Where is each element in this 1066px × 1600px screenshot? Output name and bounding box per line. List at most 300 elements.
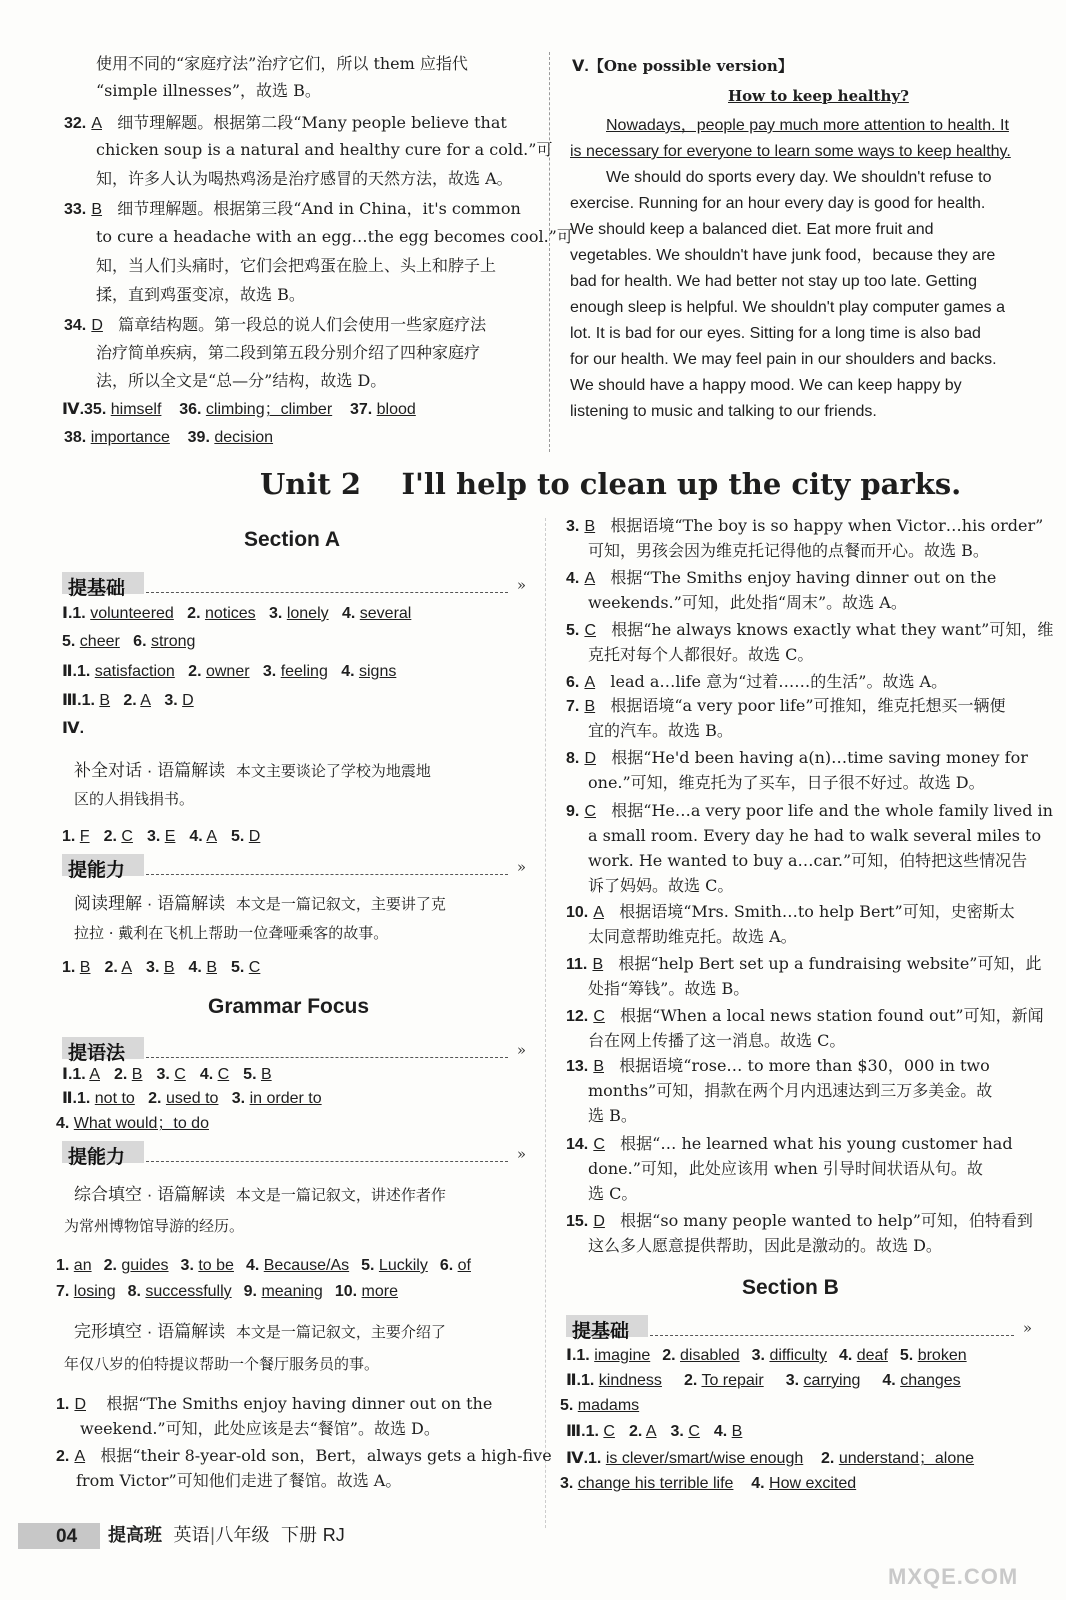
q-number: 2.: [103, 828, 117, 845]
section-b-heading: Section B: [742, 1276, 839, 1299]
bar-label: 提基础: [572, 1321, 630, 1342]
section-a-heading: Section A: [244, 528, 341, 551]
roman-numeral: Ⅰ.: [62, 605, 73, 622]
subject: 英语: [173, 1525, 210, 1545]
q-answer: D: [593, 1213, 605, 1230]
page-number-box: [18, 1523, 100, 1549]
answer: B: [99, 692, 111, 709]
q-answer: C: [593, 1136, 605, 1153]
answer: What would；to do: [73, 1115, 209, 1132]
answer: B: [731, 1423, 743, 1440]
answer: satisfaction: [94, 663, 175, 680]
q-number: 4.: [882, 1372, 896, 1389]
q-number: 2.: [662, 1347, 676, 1364]
q-text: 知，许多人认为喝热鸡汤是治疗感冒的天然方法，故选 A。: [96, 169, 513, 188]
q-text: weekend.”可知，此处应该是去“餐馆”。故选 D。: [80, 1419, 440, 1438]
note-heading: 补全对话 · 语篇解读: [74, 761, 226, 780]
answer-row: [62, 664, 396, 680]
q-number: 10.: [566, 904, 589, 921]
answer: Luckily: [378, 1257, 428, 1274]
answer: D: [182, 692, 194, 709]
answer: to be: [198, 1257, 234, 1274]
q-text: 宜的汽车。故选 B。: [588, 721, 733, 740]
essay-line: lot. It is bad for our eyes. Sitting for a long time is also bad: [570, 325, 981, 342]
answer: B: [79, 959, 91, 976]
chevron-right-icon: »: [516, 1041, 526, 1059]
version-tag: 【One possible version】: [588, 57, 793, 75]
q-answer: B: [91, 201, 103, 218]
q-number: 9.: [566, 803, 580, 820]
answer-row: [62, 693, 194, 709]
q-number: 4.: [566, 570, 580, 587]
explanation-item: [566, 1008, 1044, 1025]
answer: used to: [165, 1090, 219, 1107]
q-number: 3.: [785, 1372, 800, 1389]
essay-body: [570, 116, 1042, 420]
roman-numeral: Ⅲ.: [566, 1423, 586, 1440]
answer: imagine: [594, 1347, 651, 1364]
q-number: 1.: [585, 1423, 599, 1440]
page-number: 04: [56, 1526, 78, 1547]
grammar-focus-heading: Grammar Focus: [208, 995, 370, 1018]
q-text: from Victor”可知他们走进了餐馆。故选 A。: [76, 1471, 402, 1490]
q-number: 5.: [62, 633, 76, 650]
q-text: 治疗简单疾病，第二段到第五段分别介绍了四种家庭疗: [96, 343, 481, 362]
answer-row: [566, 1451, 974, 1467]
answer: not to: [94, 1090, 135, 1107]
q-number: 38.: [64, 429, 87, 446]
q-text: 根据“When a local news station found out”可知，新闻: [620, 1006, 1044, 1025]
note-heading: 完形填空 · 语篇解读: [74, 1322, 226, 1341]
column-divider: [549, 52, 550, 452]
q-text: 根据“help Bert set up a fundraising website”可知，此: [618, 954, 1042, 973]
q-number: 6.: [439, 1257, 454, 1274]
q-text: 法，所以全文是“总—分”结构，故选 D。: [96, 371, 387, 390]
answer: kindness: [598, 1372, 662, 1389]
q-answer: B: [593, 1058, 605, 1075]
q-text: 根据语境“The boy is so happy when Victor…his order”: [610, 516, 1044, 535]
q-text: 根据语境“Mrs. Smith…to help Bert”可知，史密斯太: [619, 902, 1015, 921]
q-number: 3.: [180, 1257, 194, 1274]
unit-title: Unit 2 I'll help to clean up the city parks.: [260, 467, 962, 501]
answer-row: [62, 829, 260, 845]
answer: disabled: [680, 1347, 740, 1364]
q-text: months”可知，捐款在两个月内迅速达到三万多美金。故: [588, 1081, 993, 1100]
chevron-right-icon: »: [516, 1145, 526, 1163]
bar-label: 提能力: [68, 1147, 126, 1168]
q-number: 32.: [64, 115, 87, 132]
q-answer: B: [584, 518, 596, 535]
answer: change his terrible life: [577, 1475, 734, 1492]
q-number: 1.: [72, 1066, 86, 1083]
q-number: 3.: [269, 605, 283, 622]
answer: meaning: [261, 1283, 323, 1300]
answer: himself: [110, 401, 162, 418]
explanation-item: [566, 803, 1053, 820]
q-text: 这么多人愿意提供帮助，因此是激动的。故选 D。: [588, 1236, 942, 1255]
passage-note: [74, 1186, 446, 1204]
q-number: 1.: [81, 692, 95, 709]
answer: decision: [214, 429, 274, 446]
q-number: 6.: [133, 633, 147, 650]
q-number: 3.: [231, 1090, 246, 1107]
q-text: 根据“The Smiths enjoy having dinner out on the: [610, 568, 997, 587]
answer: A: [89, 1066, 100, 1083]
q-text: 细节理解题。根据第二段“Many people believe that: [117, 113, 507, 132]
q-number: 3.: [566, 518, 580, 535]
answer: notices: [204, 605, 256, 622]
essay-line: is necessary for everyone to learn some ways to keep healthy.: [570, 143, 1011, 160]
answer: more: [361, 1283, 398, 1300]
term: 下册: [280, 1525, 317, 1545]
edition: RJ: [322, 1525, 345, 1545]
passage-note: [74, 1323, 446, 1341]
explanation-item: [566, 956, 1042, 973]
answer: B: [131, 1066, 143, 1083]
q-number: 36.: [179, 401, 202, 418]
answer-row: [56, 1258, 471, 1274]
explanation-item: [566, 1213, 1033, 1230]
explanation-item: [566, 750, 1028, 767]
q-text: 揉，直到鸡蛋变凉，故选 B。: [96, 285, 305, 304]
note-text: 区的人捐钱捐书。: [74, 790, 195, 808]
answer-row: [560, 1476, 856, 1492]
q-number: 3.: [164, 692, 178, 709]
q-answer: B: [592, 956, 604, 973]
note-text: 为常州博物馆导游的经历。: [64, 1217, 245, 1235]
q-number: 4.: [56, 1115, 70, 1132]
essay-line: for our health. We may feel pain in our shoulders and backs.: [570, 351, 997, 368]
section-bar-basic: [62, 570, 526, 599]
answer: climbing；climber: [205, 401, 333, 418]
q-number: 3.: [146, 828, 161, 845]
q-number: 3.: [670, 1423, 684, 1440]
q32-line: [64, 115, 507, 132]
answer: B: [163, 959, 175, 976]
q-number: 2.: [104, 959, 118, 976]
q-number: 2.: [821, 1450, 835, 1467]
q-text: weekends.”可知，此处指“周末”。故选 A。: [588, 593, 907, 612]
roman-numeral: Ⅴ.: [572, 58, 589, 75]
q-number: 4.: [189, 828, 203, 845]
q-number: 12.: [566, 1008, 589, 1025]
q-answer: D: [74, 1396, 86, 1413]
roman-numeral: Ⅲ.: [62, 692, 82, 709]
column-divider: [545, 518, 546, 1528]
section-bar-grammar: [62, 1035, 526, 1064]
answer: B: [260, 1066, 272, 1083]
answer-row: [56, 1116, 209, 1132]
q-number: 33.: [64, 201, 87, 218]
cloze-item: [56, 1396, 492, 1413]
q-answer: A: [584, 674, 596, 691]
q-number: 9.: [243, 1283, 257, 1300]
answer-row: [566, 1348, 967, 1364]
q-number: 34.: [64, 317, 87, 334]
essay-line: We should have a happy mood. We can keep happy by: [570, 377, 962, 394]
essay-line: listening to music and talking to our friends.: [570, 403, 877, 420]
q-text: 诉了妈妈。故选 C。: [588, 876, 734, 895]
q-number: 37.: [349, 401, 373, 418]
q-number: 4.: [199, 1066, 214, 1083]
answer: cheer: [79, 633, 120, 650]
q-number: 1.: [72, 605, 86, 622]
explanation-item: [566, 570, 996, 587]
q-number: 4.: [188, 959, 202, 976]
q-number: 1.: [588, 1450, 602, 1467]
answer-row: [56, 1284, 398, 1300]
q-number: 4.: [245, 1257, 260, 1274]
q-number: 5.: [899, 1347, 914, 1364]
q-text: 根据“… he learned what his young customer had: [620, 1134, 1013, 1153]
q-number: 2.: [628, 1423, 643, 1440]
answer: How excited: [769, 1475, 857, 1492]
roman-numeral: Ⅱ.: [62, 663, 77, 680]
q-text: 篇章结构题。第一段总的说人们会使用一些家庭疗法: [118, 315, 487, 334]
q-number: 2.: [113, 1066, 128, 1083]
q-number: 1.: [62, 959, 76, 976]
q-text: chicken soup is a natural and healthy cure for a cold.”可: [96, 140, 553, 159]
text-line: “simple illnesses”，故选 B。: [96, 81, 321, 100]
q-text: lead a…life 意为“过着……的生活”。故选 A。: [610, 672, 948, 691]
grade: 八年级: [215, 1525, 270, 1545]
passage-note: [74, 895, 446, 913]
answer: C: [121, 828, 133, 845]
answer: A: [206, 828, 217, 845]
roman-numeral: Ⅰ.: [62, 1066, 73, 1083]
section-bar-ability: [62, 852, 526, 881]
answer: A: [140, 692, 151, 709]
q-answer: A: [91, 115, 103, 132]
answer: strong: [150, 633, 196, 650]
q-number: 10.: [334, 1283, 358, 1300]
answer: understand；alone: [838, 1450, 975, 1467]
q-text: 处指“筹钱”。故选 B。: [588, 979, 750, 998]
answer: volunteered: [90, 605, 174, 622]
answer-row: [566, 1424, 742, 1440]
answer-row: [560, 1398, 639, 1414]
note-text: 拉拉 · 戴利在飞机上帮助一位聋哑乘客的故事。: [74, 924, 389, 942]
answers-row-iv: [62, 402, 416, 418]
answer: importance: [90, 429, 170, 446]
bar-label: 提能力: [68, 860, 126, 881]
essay-line: exercise. Running for an hour every day is good for health.: [570, 195, 986, 212]
q-number: 3.: [262, 663, 277, 680]
text-line: 使用不同的“家庭疗法”治疗它们，所以 them 应指代: [96, 54, 468, 73]
passage-note: [74, 762, 431, 780]
roman-numeral: Ⅰ.: [566, 1347, 577, 1364]
q-number: 1.: [56, 1257, 70, 1274]
q-number: 5.: [566, 622, 580, 639]
answer: C: [217, 1066, 230, 1083]
q-text: one.”可知，维克托为了买车，日子很不好过。故选 D。: [588, 773, 985, 792]
q-answer: A: [593, 904, 605, 921]
q-number: 15.: [566, 1213, 589, 1230]
answer: B: [206, 959, 217, 976]
q-number: 4.: [838, 1347, 853, 1364]
q-text: 根据语境“a very poor life”可推知，维克托想买一辆便: [610, 696, 1006, 715]
q-number: 35.: [84, 401, 107, 418]
q-number: 3.: [560, 1475, 574, 1492]
section-bar-basic: [566, 1313, 1032, 1342]
q-number: 1.: [76, 663, 91, 680]
q-text: 根据“He…a very poor life and the whole family lived in: [611, 801, 1053, 820]
q-answer: B: [584, 698, 596, 715]
q-answer: C: [593, 1008, 605, 1025]
answer-row: [62, 634, 195, 650]
q-text: 根据“he always knows exactly what they want”可知，维: [611, 620, 1054, 639]
q-number: 39.: [187, 429, 210, 446]
explanation-item: [566, 518, 1043, 535]
q-number: 14.: [566, 1136, 589, 1153]
explanation-item: [566, 904, 1015, 921]
answer: madams: [577, 1397, 640, 1414]
answer: blood: [376, 401, 416, 418]
q-number: 5.: [361, 1257, 375, 1274]
answer: changes: [900, 1372, 961, 1389]
q-number: 2.: [148, 1090, 162, 1107]
q-text: work. He wanted to buy a…car.”可知，伯特把这些情况告: [588, 851, 1028, 870]
explanation-item: [566, 1136, 1013, 1153]
answer: of: [457, 1257, 471, 1274]
q-number: 3.: [146, 959, 160, 976]
essay-line: enough sleep is helpful. We shouldn't play computer games a: [570, 299, 1006, 316]
q-answer: C: [584, 622, 596, 639]
q-answer: C: [584, 803, 596, 820]
q-number: 1.: [76, 1090, 91, 1107]
q-number: 2.: [188, 663, 202, 680]
q-text: a small room. Every day he had to walk several miles to: [588, 826, 1042, 845]
answer: owner: [205, 663, 250, 680]
q-number: 8.: [127, 1283, 141, 1300]
q-answer: D: [584, 750, 596, 767]
q-text: 根据语境“rose… to more than $30，000 in two: [619, 1056, 990, 1075]
q-number: 7.: [566, 698, 580, 715]
essay-title: How to keep healthy?: [728, 87, 909, 105]
q-number: 11.: [566, 956, 588, 973]
q-number: 2.: [123, 692, 137, 709]
answer: deaf: [856, 1347, 888, 1364]
answer: successfully: [145, 1283, 232, 1300]
explanation-item: [566, 698, 1006, 715]
note-heading: 阅读理解 · 语篇解读: [74, 894, 226, 913]
answer: A: [121, 959, 133, 976]
q-number: 1.: [56, 1396, 70, 1413]
q-text: 台在网上传播了这一消息。故选 C。: [588, 1031, 846, 1050]
roman-numeral: Ⅳ.: [566, 1450, 589, 1467]
explanation-item: [566, 1058, 990, 1075]
chevron-right-icon: »: [1022, 1319, 1032, 1337]
note-heading: 综合填空 · 语篇解读: [74, 1185, 226, 1204]
roman-numeral: Ⅳ.: [62, 401, 85, 418]
q-text: 根据“so many people wanted to help”可知，伯特看到: [620, 1211, 1033, 1230]
answer: signs: [358, 663, 397, 680]
answer: C: [688, 1423, 700, 1440]
bar-label: 提基础: [68, 578, 126, 599]
q-number: 2.: [103, 1257, 117, 1274]
answer: several: [359, 605, 412, 622]
answer-row: [62, 1067, 272, 1083]
q-text: 根据“their 8-year-old son，Bert，always gets a high-five: [100, 1446, 552, 1465]
q-number: 2.: [187, 605, 201, 622]
q-number: 3.: [751, 1347, 765, 1364]
q-text: 可知，男孩会因为维克托记得他的点餐而开心。故选 B。: [588, 541, 989, 560]
answers-row-iv-b: [64, 430, 273, 446]
q-number: 5.: [230, 828, 245, 845]
q33-line: [64, 201, 521, 218]
q34-line: [64, 317, 486, 334]
chevron-right-icon: »: [516, 576, 526, 594]
answer-row: [62, 1091, 322, 1107]
note-text: 本文主要谈论了学校为地震地: [235, 762, 431, 780]
essay-line: Nowadays，people pay much more attention to health. It: [606, 117, 1009, 134]
essay-header: [572, 58, 793, 75]
q-answer: A: [74, 1448, 86, 1465]
q-text: 根据“The Smiths enjoy having dinner out on the: [106, 1394, 493, 1413]
roman-numeral: Ⅳ.: [62, 720, 85, 737]
q-text: 细节理解题。根据第三段“And in China，it's common: [117, 199, 521, 218]
q-answer: D: [91, 317, 103, 334]
answer: E: [164, 828, 176, 845]
q-number: 2.: [56, 1448, 70, 1465]
q-text: to cure a headache with an egg…the egg becomes cool.”可: [96, 227, 573, 246]
brand: 提高班: [108, 1525, 162, 1545]
answer: broken: [917, 1347, 967, 1364]
answer: carrying: [803, 1372, 861, 1389]
essay-line: vegetables. We shouldn't have junk food，because they are: [570, 247, 996, 264]
answer: C: [174, 1066, 186, 1083]
q-number: 4.: [751, 1475, 765, 1492]
q-answer: A: [584, 570, 596, 587]
watermark: MXQE.COM: [888, 1564, 1019, 1589]
essay-line: bad for health. We had better not stay up too late. Getting: [570, 273, 978, 290]
q-number: 1.: [576, 1347, 590, 1364]
answer-row: [62, 960, 260, 976]
answer: losing: [73, 1283, 116, 1300]
q-text: 选 B。: [588, 1106, 637, 1125]
q-number: 8.: [566, 750, 580, 767]
roman-numeral: Ⅱ.: [566, 1372, 581, 1389]
q-number: 4.: [713, 1423, 728, 1440]
q-number: 3.: [156, 1066, 170, 1083]
essay-line: We should do sports every day. We shouldn't refuse to: [606, 169, 992, 186]
answer: C: [603, 1423, 615, 1440]
q-number: 5.: [230, 959, 245, 976]
answer-row: [62, 606, 411, 622]
answer: D: [248, 828, 261, 845]
note-text: 本文是一篇记叙文，主要讲了克: [235, 895, 446, 913]
q-text: 知，当人们头痛时，它们会把鸡蛋在脸上、头上和脖子上: [96, 256, 497, 275]
chevron-right-icon: »: [516, 858, 526, 876]
q-text: 根据“He'd been having a(n)…time saving money for: [611, 748, 1028, 767]
q-text: done.”可知，此处应该用 when 引导时间状语从句。故: [588, 1159, 983, 1178]
q-number: 13.: [566, 1058, 589, 1075]
cloze-item: [56, 1448, 552, 1465]
answer: an: [73, 1257, 92, 1274]
q-number: 5.: [560, 1397, 574, 1414]
q-number: 6.: [566, 674, 580, 691]
answer-row: [566, 1373, 961, 1389]
q-number: 1.: [580, 1372, 595, 1389]
q-text: 选 C。: [588, 1184, 638, 1203]
explanation-item: [566, 622, 1053, 639]
note-text: 本文是一篇记叙文，讲述作者作: [235, 1186, 446, 1204]
answer: feeling: [280, 663, 328, 680]
answer: is clever/smart/wise enough: [605, 1450, 804, 1467]
q-number: 4.: [341, 663, 355, 680]
explanation-item: [566, 674, 947, 691]
q-text: 克托对每个人都很好。故选 C。: [588, 645, 814, 664]
